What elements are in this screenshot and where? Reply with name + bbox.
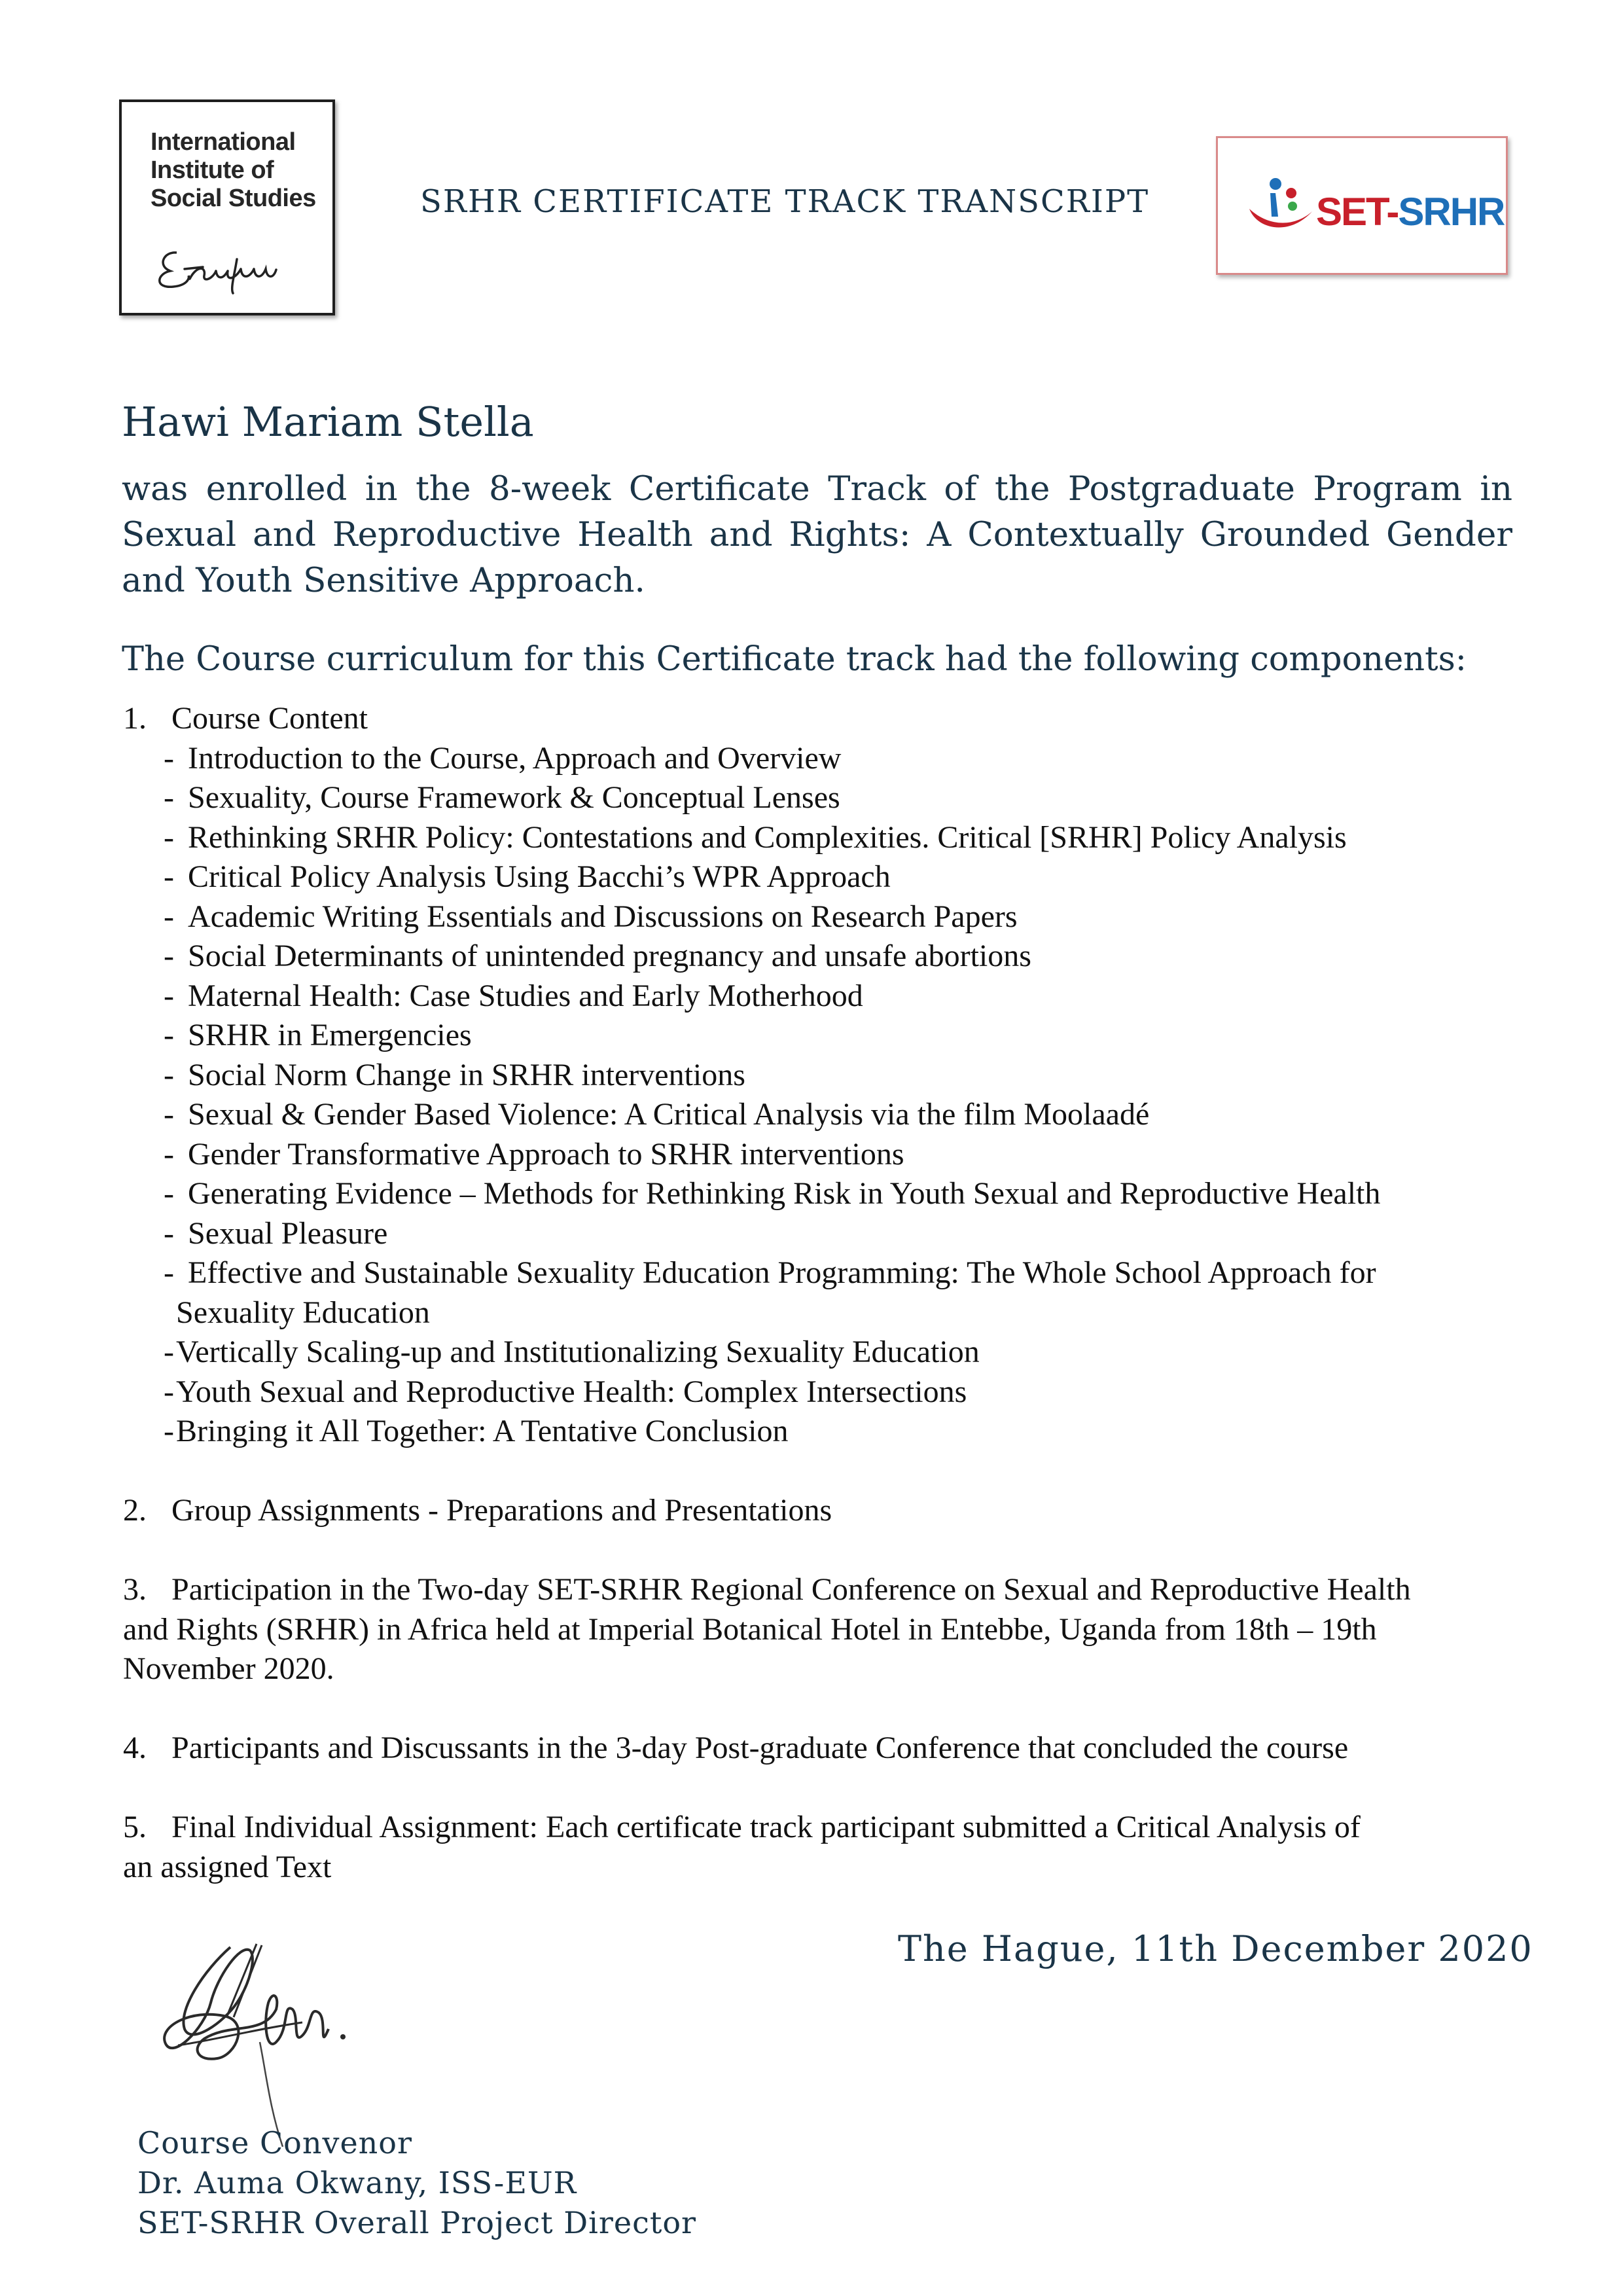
erasmus-signature-icon [151, 240, 314, 298]
components-list [123, 699, 1530, 1887]
list-item: -Youth Sexual and Reproductive Health: Complex Intersections [164, 1374, 967, 1409]
signatory-role: Course Convenor [137, 2125, 412, 2161]
list-item: - Social Determinants of unintended pregnancy and unsafe abortions [164, 939, 1031, 973]
list-item: - Sexual Pleasure [164, 1215, 388, 1251]
curriculum-intro: The Course curriculum for this Certificate track had the following components: [122, 640, 1467, 679]
set-srhr-emblem-icon [1244, 171, 1316, 243]
spacer [123, 1452, 1530, 1492]
set-srhr-logo [1216, 136, 1508, 275]
list-item: - Maternal Health: Case Studies and Early Motherhood [164, 978, 863, 1013]
list-item: - Rethinking SRHR Policy: Contestations and Complexities. Critical [SRHR] Policy Analysis [164, 819, 1347, 855]
list-item: - Introduction to the Course, Approach and Overview [164, 740, 842, 776]
list-item: -Bringing it All Together: A Tentative Conclusion [164, 1414, 789, 1448]
iss-logo [119, 99, 335, 315]
enrollment-statement: was enrolled in the 8-week Certificate Track of the Postgraduate Program in Sexual and Reproductive Health and Rights: A Contextually Grounded Gender and Youth Sensitive Approach. [122, 469, 1512, 600]
course-content-list [123, 739, 1530, 1452]
signing-place-date: The Hague, 11th December 2020 [898, 1928, 1533, 1969]
list-item: - Academic Writing Essentials and Discussions on Research Papers [164, 899, 1018, 934]
signatory-title: SET-SRHR Overall Project Director [137, 2205, 697, 2240]
list-item: - Critical Policy Analysis Using Bacchi’s WPR Approach [164, 859, 891, 894]
set-srhr-logo-text: SET-SRHR [1316, 190, 1505, 234]
recipient-name: Hawi Mariam Stella [122, 398, 534, 446]
list-item: - Generating Evidence – Methods for Rethinking Risk in Youth Sexual and Reproductive Health [164, 1176, 1381, 1211]
component-final-assignment: 5. Final Individual Assignment: Each certificate track participant submitted a Critical Analysis of an assigned Text [123, 1810, 1361, 1884]
spacer [123, 1689, 1530, 1729]
component-course-content: 1. Course Content - Introduction to the Course, Approach and Overview - Sexuality, Course Framework & Conceptual Lenses - Rethinking SRHR Policy: Contestations and Complexities. Critical [SRHR] Policy Analysis - Critical Policy Analysis Using Bacchi’s WPR Approach - Academic Writing Essentials and Discussions on Research Papers - Social Determinants of unintended pregnancy and unsafe abortions - Maternal Health: Case Studies and Early Motherhood - SRHR in Emergencies - Social Norm Change in SRHR interventions - Sexual & Gender Based Violence: A Critical Analysis via the film Moolaadé - Gender Transformative Approach to SRHR interventions - Generating Evidence – Methods for Rethinking Risk in Youth Sexual and Reproductive Health - Sexual Pleasure - Effective and Sustainable Sexuality Education Programming: The Whole School Approach for Sexuality Education -Vertically Scaling-up and Institutionalizing Sexuality Education -Youth Sexual and Reproductive Health: Complex Intersections -Bringing it All Together: A Tentative Conclusion [123, 699, 1530, 1452]
list-item: - Sexual & Gender Based Violence: A Critical Analysis via the film Moolaadé [164, 1097, 1150, 1132]
list-item: - Sexuality, Course Framework & Conceptual Lenses [164, 780, 840, 815]
spacer [123, 1531, 1530, 1571]
list-item: - Social Norm Change in SRHR interventions [164, 1057, 745, 1092]
spacer [123, 1768, 1530, 1808]
signatory-name: Dr. Auma Okwany, ISS-EUR [137, 2165, 577, 2200]
list-item: - Gender Transformative Approach to SRHR interventions [164, 1136, 904, 1172]
component-regional-conference: 3. Participation in the Two-day SET-SRHR Regional Conference on Sexual and Reproductive Health and Rights (SRHR) in Africa held at Imperial Botanical Hotel in Entebbe, Uganda from 18th – 19th November 2020. [123, 1572, 1411, 1686]
handwritten-signature [152, 1931, 368, 2147]
list-item: - SRHR in Emergencies [164, 1018, 472, 1052]
component-group-assignments: 2. Group Assignments - Preparations and Presentations [123, 1493, 832, 1528]
document-title: SRHR CERTIFICATE TRACK TRANSCRIPT [420, 183, 1150, 220]
iss-logo-text: International Institute of Social Studies [151, 128, 316, 212]
signatory-block [137, 2123, 696, 2243]
list-item: -Vertically Scaling-up and Institutionalizing Sexuality Education [164, 1335, 980, 1369]
component-postgraduate-conference: 4. Participants and Discussants in the 3-day Post-graduate Conference that concluded the course [123, 1731, 1349, 1765]
list-item: - Effective and Sustainable Sexuality Education Programming: The Whole School Approach for Sexuality Education [164, 1255, 1376, 1330]
